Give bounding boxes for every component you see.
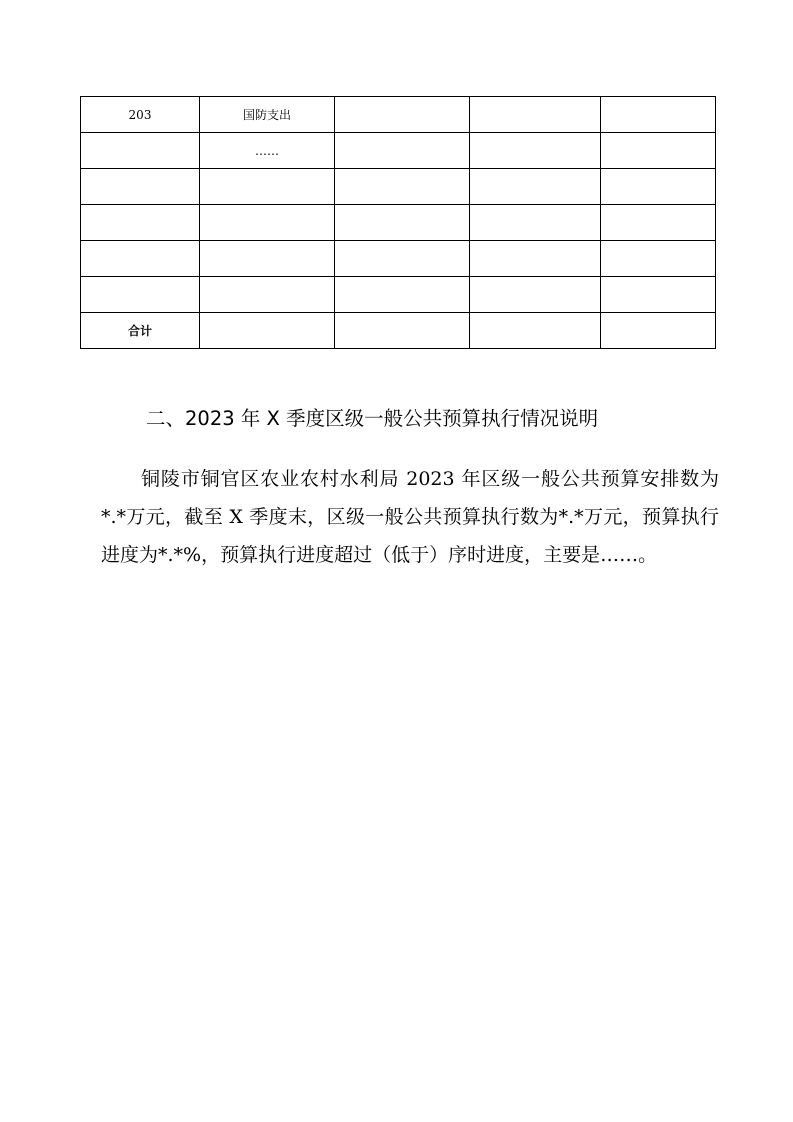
table-cell [335, 277, 470, 313]
table-row [81, 205, 716, 241]
table-cell [601, 205, 716, 241]
table-cell-code [81, 133, 200, 169]
table-cell-code [81, 277, 200, 313]
table-row [81, 241, 716, 277]
table-cell-name: 国防支出 [200, 97, 335, 133]
table-cell-code [81, 169, 200, 205]
table-cell [601, 169, 716, 205]
section-paragraph: 铜陵市铜官区农业农村水利局 2023 年区级一般公共预算安排数为*.*万元，截至 X 季度末，区级一般公共预算执行数为*.*万元，预算执行进度为*.*%，预算执行进度超过（低于）序时进度，主要是……。 [101, 468, 719, 566]
table-cell [601, 241, 716, 277]
table-row [81, 277, 716, 313]
total-label: 合计 [81, 313, 200, 349]
table-cell-name: …… [200, 133, 335, 169]
table-cell [601, 97, 716, 133]
table-cell [470, 313, 601, 349]
table-cell-name [200, 277, 335, 313]
table-cell [601, 133, 716, 169]
table-cell-name [200, 313, 335, 349]
table-cell [335, 241, 470, 277]
table-cell [470, 277, 601, 313]
table-total-row [81, 313, 716, 349]
section-heading: 二、2023 年 X 季度区级一般公共预算执行情况说明 [146, 407, 599, 430]
table-cell [335, 169, 470, 205]
table-cell-name [200, 169, 335, 205]
table-cell [470, 97, 601, 133]
budget-table [80, 96, 716, 349]
table-row [81, 169, 716, 205]
table-cell-code [81, 241, 200, 277]
table-cell [601, 277, 716, 313]
table-row [81, 97, 716, 133]
table-cell [470, 169, 601, 205]
table-cell-code [81, 205, 200, 241]
table-cell [470, 205, 601, 241]
table-cell [335, 97, 470, 133]
table-cell [470, 133, 601, 169]
table-row [81, 133, 716, 169]
table-cell [335, 133, 470, 169]
table-cell [335, 205, 470, 241]
table-cell-name [200, 205, 335, 241]
table-cell [470, 241, 601, 277]
table-cell [335, 313, 470, 349]
table-cell-name [200, 241, 335, 277]
table-cell-code: 203 [81, 97, 200, 133]
table-cell [601, 313, 716, 349]
